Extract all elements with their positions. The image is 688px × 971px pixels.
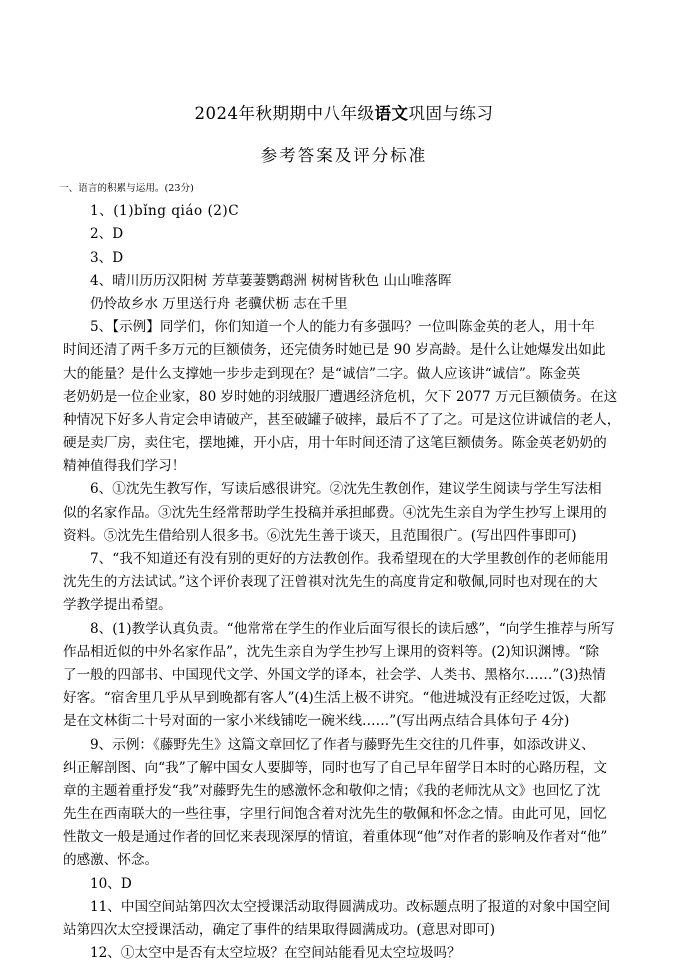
- answer-6: 6、①沈先生教写作，写读后感很讲究。②沈先生教创作，建议学生阅读与学生写法相: [90, 481, 602, 498]
- answer-5-line: 时间还清了两千多万元的巨额债务，还完债务时她已是 90 岁高龄。是什么让她爆发出如此: [63, 342, 606, 359]
- answer-9-line: 先生在西南联大的一些往事，字里行间饱含着对沈先生的敬佩和怀念之情。由此可见，回忆: [63, 806, 607, 823]
- answer-2: 2、D: [90, 226, 124, 243]
- answer-11-line: 站第四次太空授课活动，确定了事件的结果取得圆满成功。(意思对即可): [63, 922, 496, 938]
- title-prefix: 2024年秋期期中八年级: [194, 104, 375, 123]
- answer-8-line: 了一般的四部书、中国现代文学、外国文学的译本，社会学、人类书、黑格尔……”(3)热情: [63, 666, 606, 683]
- answer-8-line: 好客。“宿舍里几乎从早到晚都有客人”(4)生活上极不讲究。“他进城没有正经吃过饭，大都: [63, 690, 607, 707]
- section-heading: 一、语言的积累与运用。(23分): [59, 183, 194, 194]
- answer-5-line: 精神值得我们学习！: [63, 458, 186, 475]
- answer-7-line: 沈先生的方法试试。”这个评价表现了汪曾祺对沈先生的高度肯定和敬佩,同时也对现在的大: [63, 574, 598, 591]
- answer-9-line: 章的主题着重抒发“我”对藤野先生的感激怀念和敬仰之情；《我的老师沈从文》也回忆了沈: [63, 782, 601, 799]
- answer-7-line: 学教学提出希望。: [63, 597, 172, 614]
- answer-7: 7、“我不知道还有没有别的更好的方法教创作。我希望现在的大学里教创作的老师能用: [90, 551, 609, 567]
- answer-9-line: 纠正解剖图、向“我”了解中国女人要脚等，同时也写了自己早年留学日本时的心路历程，文: [63, 759, 608, 776]
- title-suffix: 巩固与练习: [408, 104, 494, 123]
- answer-9: 9、示例：《藤野先生》这篇文章回忆了作者与藤野先生交往的几件事，如添改讲义、: [90, 736, 595, 753]
- answer-9-line: 性散文一般是通过作者的回忆来表现深厚的情谊，着重体现“他”对作者的影响及作者对“他”: [63, 829, 608, 846]
- page-subtitle: 参考答案及评分标准: [260, 146, 428, 165]
- answer-5: 5、【示例】同学们，你们知道一个人的能力有多强吗？一位叫陈金英的老人，用十年: [90, 319, 595, 336]
- answer-8-line: 是在文林街二十号对面的一家小米线铺吃一碗米线……”(写出两点结合具体句子 4分): [63, 713, 570, 730]
- answer-10: 10、D: [90, 875, 132, 892]
- page-title: [0, 100, 688, 124]
- answer-11: 11、中国空间站第四次太空授课活动取得圆满成功。改标题点明了报道的对象中国空间: [90, 898, 611, 915]
- answer-3: 3、D: [90, 249, 124, 266]
- answer-6-line: 似的名家作品。③沈先生经常帮助学生投稿并承担邮费。④沈先生亲自为学生抄写上课用的: [63, 504, 607, 521]
- answer-8-line: 作品相近似的中外名家作品”，沈先生亲自为学生抄写上课用的资料等。(2)知识渊博。“除: [63, 643, 600, 660]
- answer-4: 4、晴川历历汉阳树 芳草萋萋鹦鹉洲 树树皆秋色 山山唯落晖: [90, 272, 452, 289]
- answer-body: [59, 177, 627, 965]
- answer-9-line: 的感激、怀念。: [63, 852, 159, 869]
- answer-5-line: 大的能量？是什么支撑她一步步走到现在？是“诚信”二字。做人应该讲“诚信”。陈金英: [63, 365, 581, 382]
- answer-1: 1、(1)bǐng qiáo (2)C: [90, 203, 240, 220]
- answer-5-line: 老奶奶是一位企业家，80 岁时她的羽绒服厂遭遇经济危机，欠下 2077 万元巨额债务。在这: [63, 388, 618, 405]
- answer-12: 12、①太空中是否有太空垃圾？在空间站能看见太空垃圾吗？: [90, 945, 461, 962]
- answer-5-line: 硬是卖厂房，卖住宅，摆地摊，开小店，用十年时间还清了这笔巨额债务。陈金英老奶奶的: [63, 435, 607, 452]
- answer-8: 8、(1)教学认真负责。“他常常在学生的作业后面写很长的读后感”，“向学生推荐与所写: [90, 620, 615, 637]
- answer-6-line: 资料。⑤沈先生借给别人很多书。⑥沈先生善于谈天，且范围很广。(写出四件事即可): [63, 527, 577, 544]
- answer-5-line: 种情况下好多人肯定会申请破产，甚至破罐子破摔，最后不了了之。可是这位讲诚信的老人，: [63, 411, 621, 428]
- title-bold: 语文: [374, 104, 409, 123]
- answer-4-cont: 仍怜故乡水 万里送行舟 老骥伏枥 志在千里: [90, 295, 348, 312]
